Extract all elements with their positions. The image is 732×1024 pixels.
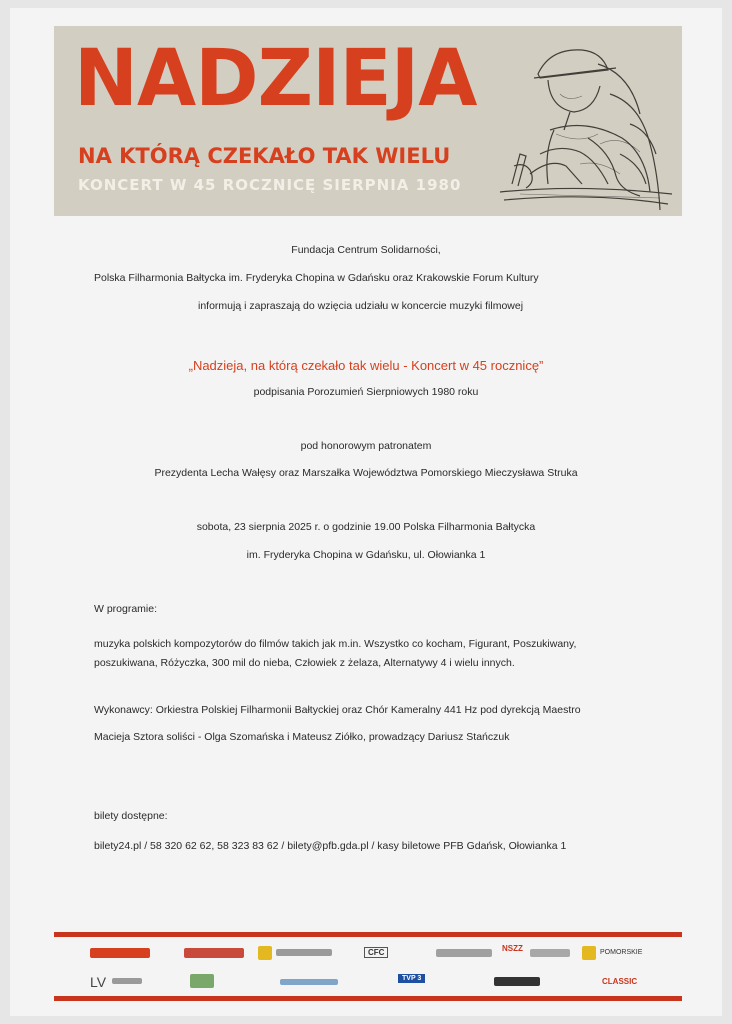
banner-title: NADZIEJA xyxy=(74,34,477,124)
nszz-logo: NSZZ xyxy=(502,944,523,953)
lv-logo: LV xyxy=(90,974,107,990)
sponsor-logo-7 xyxy=(582,946,596,960)
sponsor-logo-4 xyxy=(276,949,332,956)
sponsor-logo-10 xyxy=(280,979,338,985)
classic-logo: CLASSIC xyxy=(602,977,638,986)
intro-line-3: informują i zapraszają do wzięcia udziału w koncercie muzyki filmowej xyxy=(198,300,524,312)
tickets-heading: bilety dostępne: xyxy=(94,810,168,822)
program-line-2: poszukiwana, Różyczka, 300 mil do nieba, Człowiek z żelaza, Alternatywy 4 i wielu innych. xyxy=(94,657,515,669)
footer-top-bar xyxy=(54,932,682,937)
program-line-1: muzyka polskich kompozytorów do filmów takich jak m.in. Wszystko co kocham, Figurant, Poszukiwany, xyxy=(94,638,577,650)
intro-line-1: Fundacja Centrum Solidarności, xyxy=(291,244,441,256)
pomorskie-logo: POMORSKIE xyxy=(600,949,643,956)
sponsor-logo-6 xyxy=(530,949,570,957)
tickets-line: bilety24.pl / 58 320 62 62, 58 323 83 62 / bilety@pfb.gda.pl / kasy biletowe PFB Gdańsk, Ołowianka 1 xyxy=(94,840,567,852)
intro-line-2: Polska Filharmonia Bałtycka im. Fryderyka Chopina w Gdańsku oraz Krakowskie Forum Kultury xyxy=(94,272,539,284)
performers-line-2: Macieja Sztora soliści - Olga Szomańska i Mateusz Ziółko, prowadzący Dariusz Stańczuk xyxy=(94,731,510,743)
concert-subtitle: podpisania Porozumień Sierpniowych 1980 roku xyxy=(253,386,479,398)
sponsor-footer xyxy=(54,932,682,1004)
cfc-logo: CFC xyxy=(364,947,388,958)
worker-sketch-icon xyxy=(490,34,680,214)
sponsor-logo-2 xyxy=(184,948,244,958)
sponsor-logo-5 xyxy=(436,949,492,957)
concert-title: „Nadzieja, na którą czekało tak wielu - Koncert w 45 rocznicę” xyxy=(188,358,544,373)
sponsor-logo-8 xyxy=(112,978,142,984)
date-place-line-2: im. Fryderyka Chopina w Gdańsku, ul. Ołowianka 1 xyxy=(246,549,486,561)
banner xyxy=(54,26,682,216)
sponsor-logo-11 xyxy=(494,977,540,986)
sponsor-logo-1 xyxy=(90,948,150,958)
banner-subtitle-2: KONCERT W 45 ROCZNICĘ SIERPNIA 1980 xyxy=(78,176,462,194)
program-heading: W programie: xyxy=(94,603,158,615)
banner-subtitle: NA KTÓRĄ CZEKAŁO TAK WIELU xyxy=(78,144,451,168)
patronage-line: Prezydenta Lecha Wałęsy oraz Marszałka Województwa Pomorskiego Mieczysława Struka xyxy=(154,467,578,479)
tvp-logo: TVP 3 xyxy=(398,974,425,983)
performers-line-1: Wykonawcy: Orkiestra Polskiej Filharmonii Bałtyckiej oraz Chór Kameralny 441 Hz pod dyrekcją Maestro xyxy=(94,704,581,716)
footer-bottom-bar xyxy=(54,996,682,1001)
patronage-heading: pod honorowym patronatem xyxy=(300,440,432,452)
sponsor-logo-9 xyxy=(190,974,214,988)
date-place-line-1: sobota, 23 sierpnia 2025 r. o godzinie 19.00 Polska Filharmonia Bałtycka xyxy=(196,521,536,533)
sponsor-logo-3 xyxy=(258,946,272,960)
